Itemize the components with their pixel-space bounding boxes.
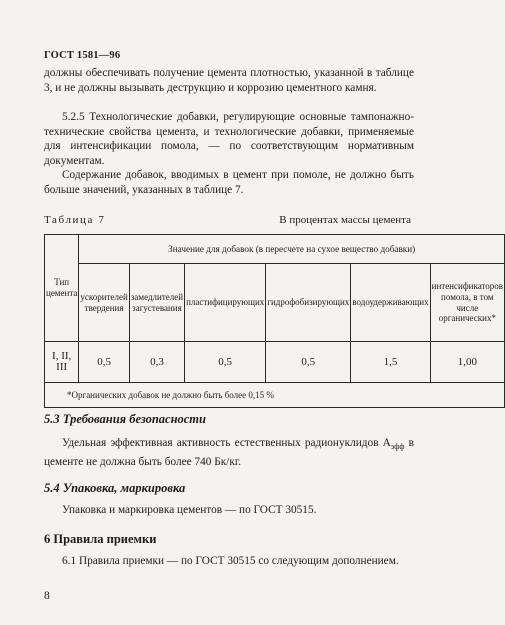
- paragraph-continuation: должны обеспечивать получение цемента плотностью, указанной в таблице 3, и не должны вызывать деструкцию и коррозию цементного камня.: [44, 67, 414, 94]
- page-number: 8: [44, 590, 50, 602]
- col-header: водоудерживающих: [351, 264, 430, 342]
- table-footnote: *Органических добавок не должно быть более 0,15 %: [45, 383, 505, 408]
- value-cell: 0,3: [129, 342, 184, 383]
- table-units: В процентах массы цемента: [279, 214, 411, 226]
- value-cell: 0,5: [185, 342, 266, 383]
- paragraph-additives-content: Содержание добавок, вводимых в цемент при помоле, не должно быть больше значений, указанных в таблице 7.: [44, 169, 414, 196]
- value-cell: 0,5: [79, 342, 129, 383]
- section-6-text: 6.1 Правила приемки — по ГОСТ 30515 со следующим дополнением.: [62, 555, 399, 567]
- table-caption: Таблица 7: [44, 214, 106, 226]
- type-header: Тип цемента: [45, 235, 79, 342]
- col-header: гидрофобизирующих: [266, 264, 351, 342]
- section-5-4-text: Упаковка и маркировка цементов — по ГОСТ 30515.: [62, 504, 317, 516]
- section-5-3-title: 5.3 Требования безопасности: [44, 412, 206, 426]
- paragraph-5-2-5: 5.2.5 Технологические добавки, регулирующие основные тампонажно-технические свойства цемента, и технологические добавки, применяемые для интенсификации помола, — по соответствующим нормативным документам.: [44, 111, 414, 167]
- col-header: замедлителей загустевания: [129, 264, 184, 342]
- span-header: Значение для добавок (в пересчете на сухое вещество добавки): [79, 235, 505, 264]
- section-5-3-text-after: в цементе не должна быть более 740 Бк/кг.: [44, 437, 414, 468]
- document-header: ГОСТ 1581—96: [44, 50, 121, 61]
- section-6-title: 6 Правила приемки: [44, 532, 157, 546]
- table-7: [44, 234, 505, 408]
- col-header: ускорителей твердения: [79, 264, 129, 342]
- section-5-4-title: 5.4 Упаковка, маркировка: [44, 481, 186, 495]
- section-5-3-text-before: Удельная эффективная активность естественных радионуклидов А: [62, 437, 391, 449]
- col-header: интенсификаторов помола, в том числе органических*: [430, 264, 504, 342]
- value-cell: 1,5: [351, 342, 430, 383]
- value-cell: 0,5: [266, 342, 351, 383]
- subscript-eff: эфф: [390, 442, 405, 451]
- row-type-cell: I, II, III: [45, 342, 79, 383]
- col-header: пластифицирующих: [185, 264, 266, 342]
- section-5-3-text: [44, 436, 414, 469]
- value-cell: 1,00: [430, 342, 504, 383]
